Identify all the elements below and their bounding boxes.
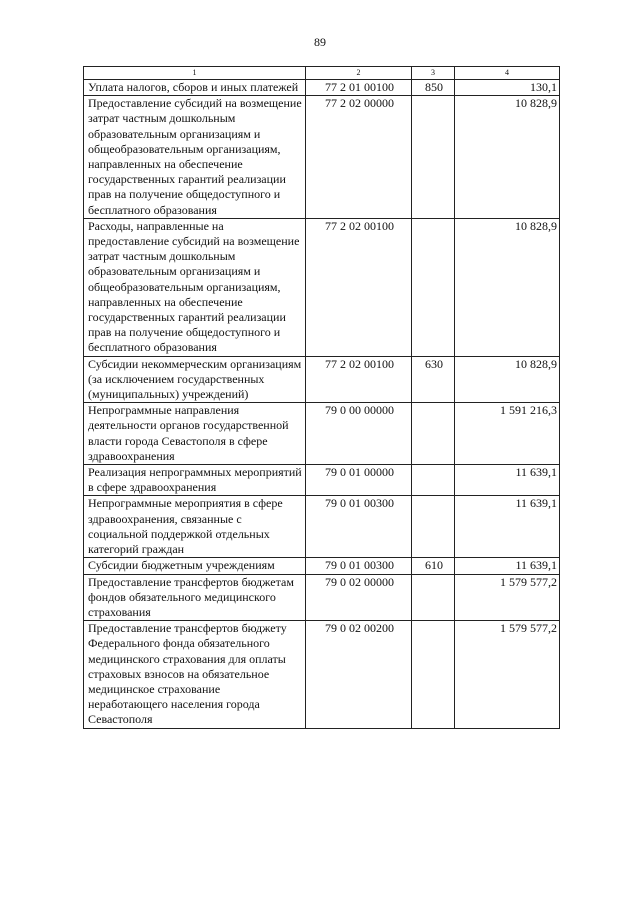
- row-amount: 130,1: [455, 80, 560, 96]
- table-row: [84, 621, 560, 728]
- row-name: Субсидии некоммерческим организациям (за исключением государственных (муниципальных) учреждений): [84, 356, 306, 403]
- row-name: Предоставление трансфертов бюджету Федерального фонда обязательного медицинского страхования для оплаты страховых взносов на обязательное медицинское страхование неработающего населения города Севастополя: [84, 621, 306, 728]
- row-code: 79 0 02 00200: [306, 621, 412, 728]
- column-header: 4: [455, 67, 560, 80]
- row-code: 79 0 00 00000: [306, 403, 412, 465]
- column-header: 2: [306, 67, 412, 80]
- row-code: 79 0 01 00300: [306, 558, 412, 574]
- row-expense-type: 610: [412, 558, 455, 574]
- column-header: 3: [412, 67, 455, 80]
- row-expense-type: [412, 496, 455, 558]
- row-expense-type: [412, 218, 455, 356]
- row-expense-type: 630: [412, 356, 455, 403]
- row-name: Реализация непрограммных мероприятий в сфере здравоохранения: [84, 465, 306, 496]
- row-code: 79 0 01 00300: [306, 496, 412, 558]
- table-row: [84, 496, 560, 558]
- row-expense-type: [412, 403, 455, 465]
- row-amount: 11 639,1: [455, 465, 560, 496]
- row-name: Предоставление трансфертов бюджетам фондов обязательного медицинского страхования: [84, 574, 306, 621]
- row-code: 77 2 01 00100: [306, 80, 412, 96]
- row-amount: 11 639,1: [455, 558, 560, 574]
- page-number: 89: [314, 35, 326, 49]
- row-name: Предоставление субсидий на возмещение затрат частным дошкольным образовательным организациям и общеобразовательным организациям, направленных на обеспечение государственных гарантий реализации прав на получение общедоступного и бесплатного образования: [84, 96, 306, 219]
- row-expense-type: [412, 621, 455, 728]
- row-amount: 1 579 577,2: [455, 621, 560, 728]
- table-row: [84, 574, 560, 621]
- table-row: [84, 403, 560, 465]
- row-name: Расходы, направленные на предоставление субсидий на возмещение затрат частным дошкольным образовательным организациям и общеобразовательным организациям, направленных на обеспечение государственных гарантий реализации прав на получение общедоступного и бесплатного образования: [84, 218, 306, 356]
- row-amount: 1 579 577,2: [455, 574, 560, 621]
- row-name: Уплата налогов, сборов и иных платежей: [84, 80, 306, 96]
- row-code: 79 0 01 00000: [306, 465, 412, 496]
- row-name: Непрограммные мероприятия в сфере здравоохранения, связанные с социальной поддержкой отдельных категорий граждан: [84, 496, 306, 558]
- column-header: 1: [84, 67, 306, 80]
- table-row: [84, 558, 560, 574]
- table-header-row: [84, 67, 560, 80]
- row-expense-type: [412, 465, 455, 496]
- budget-table: [83, 66, 560, 729]
- row-amount: 1 591 216,3: [455, 403, 560, 465]
- row-code: 77 2 02 00100: [306, 356, 412, 403]
- table-row: [84, 218, 560, 356]
- row-expense-type: [412, 96, 455, 219]
- row-code: 77 2 02 00100: [306, 218, 412, 356]
- table-row: [84, 96, 560, 219]
- row-amount: 11 639,1: [455, 496, 560, 558]
- table-row: [84, 356, 560, 403]
- row-code: 79 0 02 00000: [306, 574, 412, 621]
- row-amount: 10 828,9: [455, 96, 560, 219]
- row-expense-type: [412, 574, 455, 621]
- row-name: Субсидии бюджетным учреждениям: [84, 558, 306, 574]
- row-expense-type: 850: [412, 80, 455, 96]
- row-amount: 10 828,9: [455, 356, 560, 403]
- row-code: 77 2 02 00000: [306, 96, 412, 219]
- table-row: [84, 465, 560, 496]
- row-name: Непрограммные направления деятельности органов государственной власти города Севастополя в сфере здравоохранения: [84, 403, 306, 465]
- row-amount: 10 828,9: [455, 218, 560, 356]
- table-row: [84, 80, 560, 96]
